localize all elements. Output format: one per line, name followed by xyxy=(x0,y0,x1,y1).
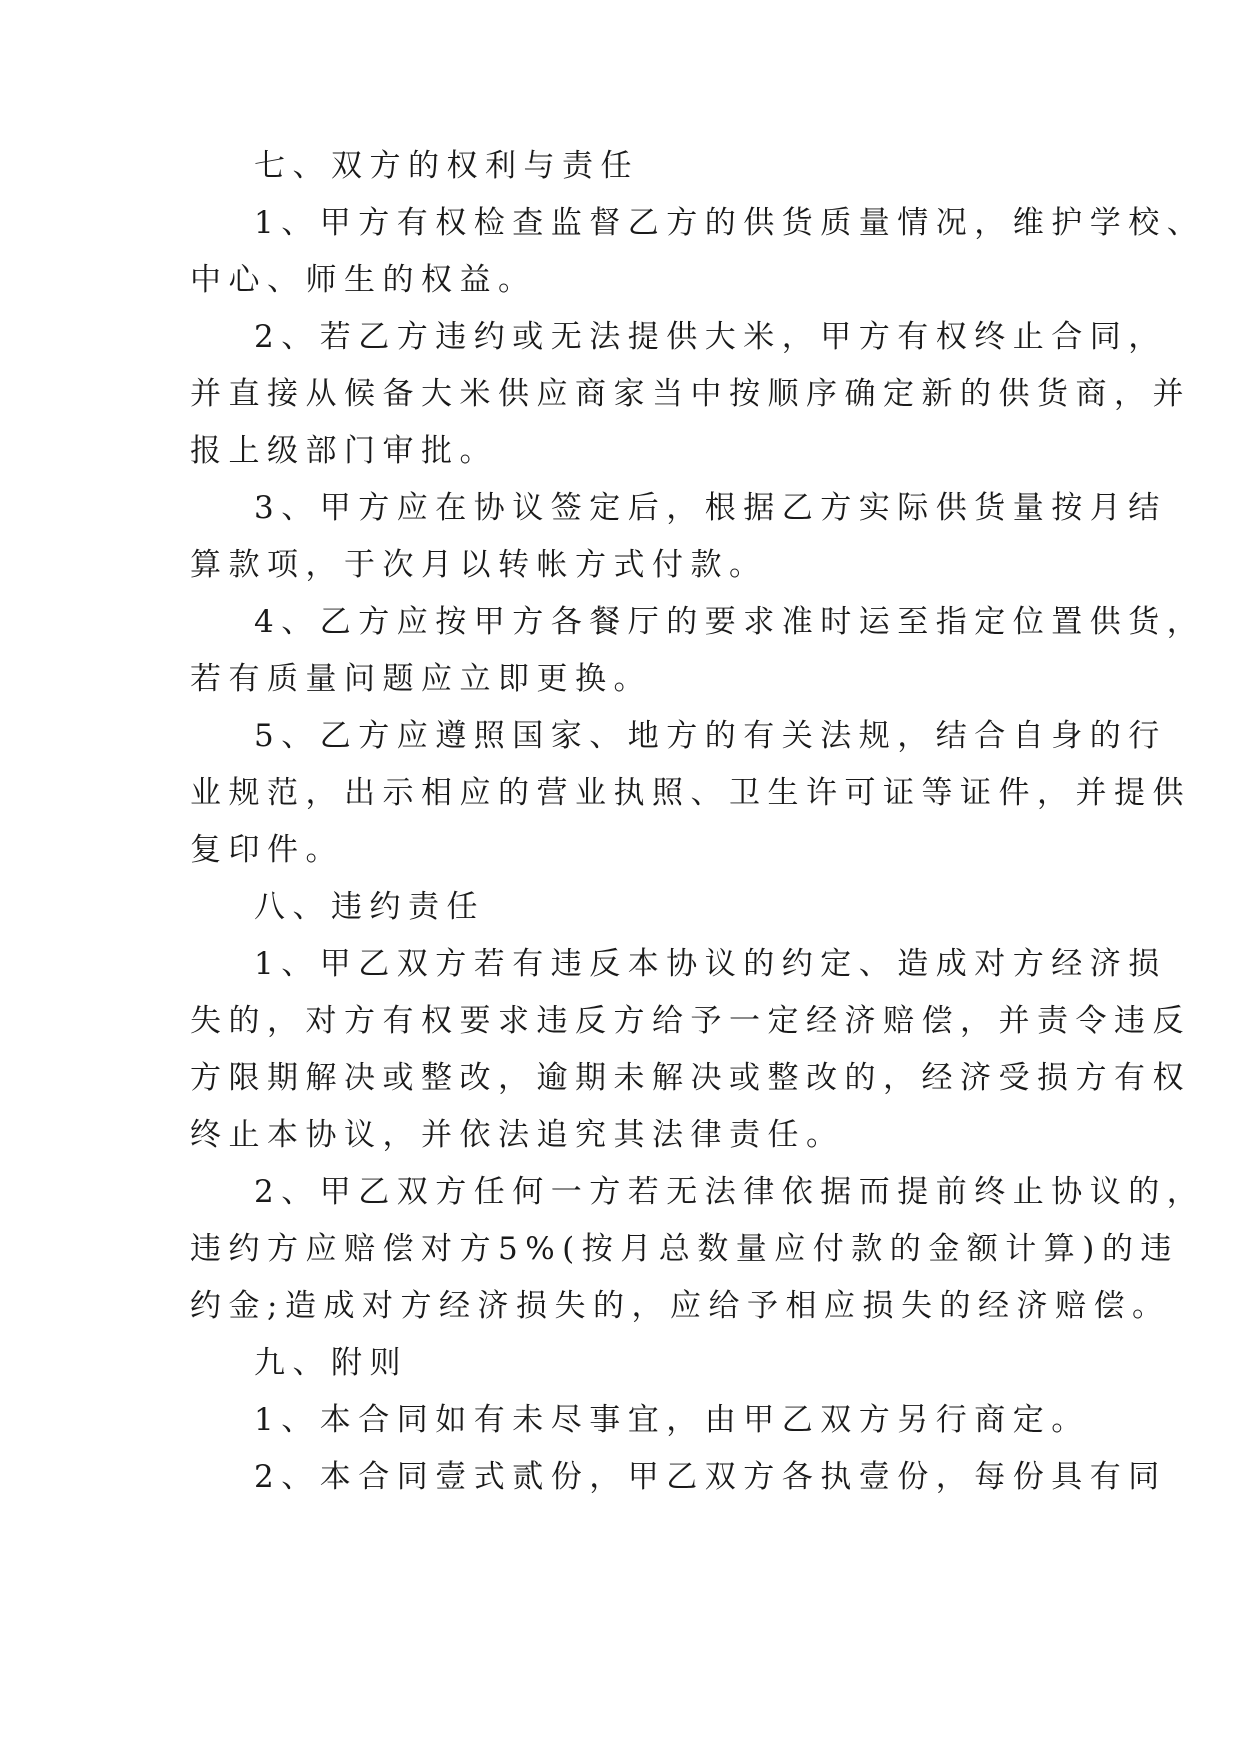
paragraph-line: 3、甲方应在协议签定后，根据乙方实际供货量按月结 xyxy=(254,490,1167,526)
paragraph-line: 5、乙方应遵照国家、地方的有关法规，结合自身的行 xyxy=(254,718,1167,754)
paragraph-line: 方限期解决或整改，逾期未解决或整改的，经济受损方有权 xyxy=(190,1060,1191,1096)
paragraph-line: 报上级部门审批。 xyxy=(190,433,498,469)
paragraph-line: 终止本协议，并依法追究其法律责任。 xyxy=(190,1117,845,1153)
paragraph-line: 并直接从候备大米供应商家当中按顺序确定新的供货商，并 xyxy=(190,376,1191,412)
section-heading-9: 九、附则 xyxy=(254,1345,408,1381)
section-heading-7: 七、双方的权利与责任 xyxy=(254,148,639,184)
paragraph-line: 业规范，出示相应的营业执照、卫生许可证等证件，并提供 xyxy=(190,775,1191,811)
paragraph-line: 若有质量问题应立即更换。 xyxy=(190,661,652,697)
section-heading-8: 八、违约责任 xyxy=(254,889,485,925)
paragraph-line: 4、乙方应按甲方各餐厅的要求准时运至指定位置供货， xyxy=(254,604,1206,640)
paragraph-line: 中心、师生的权益。 xyxy=(190,262,537,298)
paragraph-line: 2、若乙方违约或无法提供大米，甲方有权终止合同， xyxy=(254,319,1167,355)
paragraph-line: 1、甲乙双方若有违反本协议的约定、造成对方经济损 xyxy=(254,946,1167,982)
paragraph-line: 算款项，于次月以转帐方式付款。 xyxy=(190,547,768,583)
paragraph-line: 复印件。 xyxy=(190,832,344,868)
paragraph-line: 失的，对方有权要求违反方给予一定经济赔偿，并责令违反 xyxy=(190,1003,1191,1039)
paragraph-line: 约金;造成对方经济损失的，应给予相应损失的经济赔偿。 xyxy=(190,1288,1171,1324)
paragraph-line: 1、甲方有权检查监督乙方的供货质量情况，维护学校、 xyxy=(254,205,1206,241)
paragraph-line: 1、本合同如有未尽事宜，由甲乙双方另行商定。 xyxy=(254,1402,1090,1438)
paragraph-line: 2、本合同壹式贰份，甲乙双方各执壹份，每份具有同 xyxy=(254,1459,1167,1495)
paragraph-line: 2、甲乙双方任何一方若无法律依据而提前终止协议的， xyxy=(254,1174,1206,1210)
paragraph-line: 违约方应赔偿对方5%(按月总数量应付款的金额计算)的违 xyxy=(190,1231,1179,1267)
